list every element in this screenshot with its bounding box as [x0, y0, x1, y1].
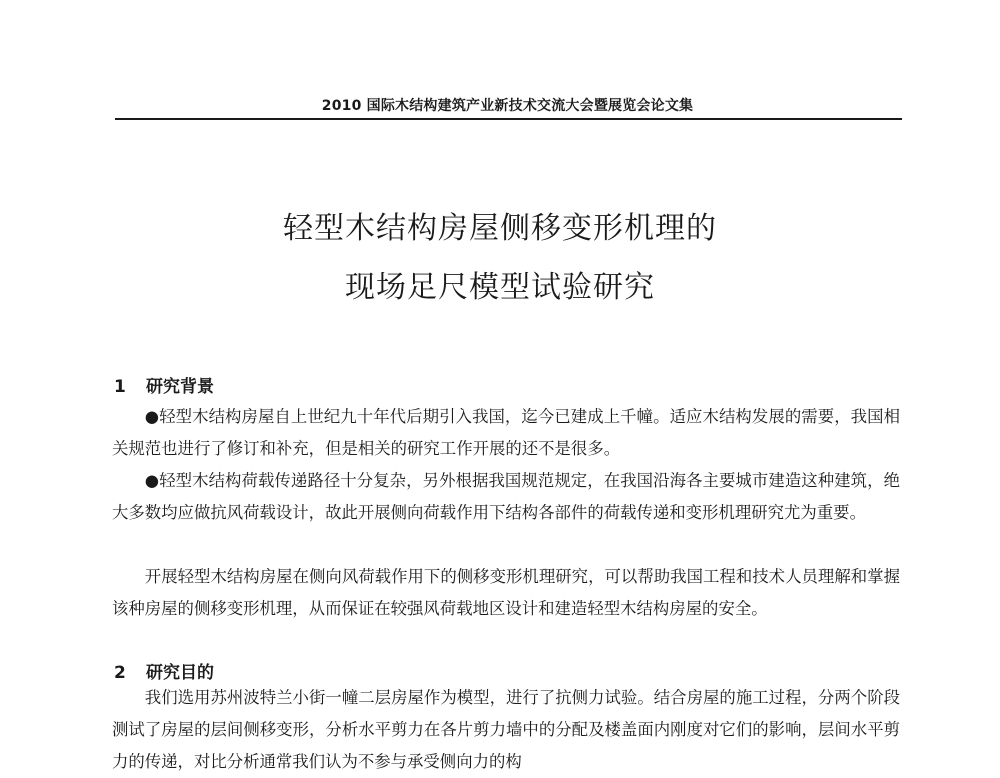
- paper-title-line-2: 现场足尺模型试验研究: [345, 270, 655, 305]
- paragraph-text: 开展轻型木结构房屋在侧向风荷载作用下的侧移变形机理研究，可以帮助我国工程和技术人员理解和掌握该种房屋的侧移变形机理，从而保证在较强风荷载地区设计和建造轻型木结构房屋的安全。: [112, 567, 900, 618]
- section-title: 研究目的: [146, 663, 214, 683]
- paper-title-line-1: 轻型木结构房屋侧移变形机理的: [283, 211, 717, 246]
- header-rule: [115, 118, 902, 120]
- section-heading-1: [114, 372, 214, 397]
- running-header: 2010 国际木结构建筑产业新技术交流大会暨展览会论文集: [321, 98, 694, 114]
- section-title: 研究背景: [146, 377, 214, 397]
- paragraph-3: [112, 561, 900, 625]
- bullet-icon: ●: [144, 407, 160, 426]
- paragraph-4: [112, 682, 900, 778]
- paragraph-1: [112, 401, 900, 465]
- bullet-icon: ●: [144, 471, 160, 490]
- paragraph-text: 我们选用苏州波特兰小街一幢二层房屋作为模型，进行了抗侧力试验。结合房屋的施工过程，分两个阶段测试了房屋的层间侧移变形，分析水平剪力在各片剪力墙中的分配及楼盖面内刚度对它们的影响，层间水平剪力的传递，对比分析通常我们认为不参与承受侧向力的构: [112, 688, 900, 771]
- paragraph-text: 轻型木结构荷载传递路径十分复杂，另外根据我国规范规定，在我国沿海各主要城市建造这种建筑，绝大多数均应做抗风荷载设计，故此开展侧向荷载作用下结构各部件的荷载传递和变形机理研究尤为重要。: [112, 471, 901, 522]
- section-number: 2: [114, 663, 126, 683]
- paragraph-2: [112, 465, 900, 529]
- paragraph-text: 轻型木结构房屋自上世纪九十年代后期引入我国，迄今已建成上千幢。适应木结构发展的需要，我国相关规范也进行了修订和补充，但是相关的研究工作开展的还不是很多。: [112, 407, 901, 458]
- section-number: 1: [114, 377, 126, 397]
- section-heading-2: [114, 658, 214, 683]
